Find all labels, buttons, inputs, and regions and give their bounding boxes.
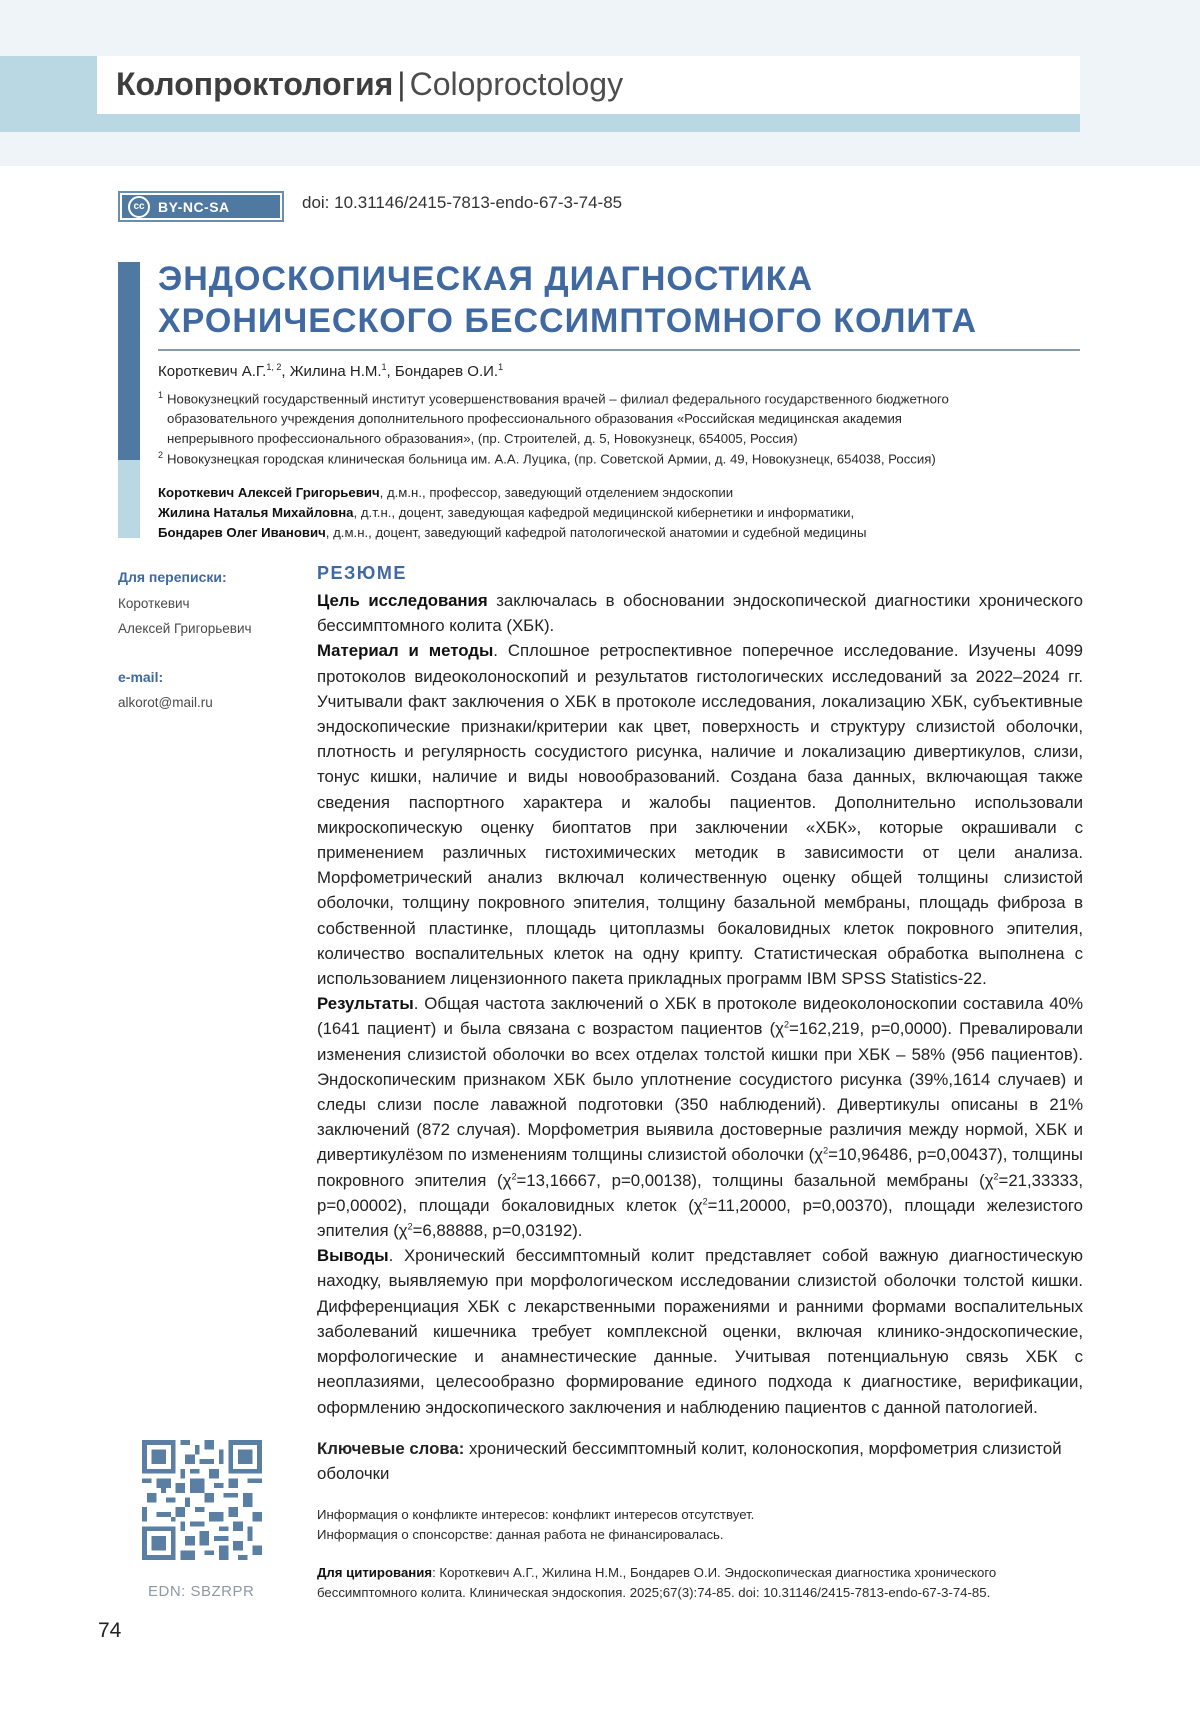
license-text: BY-NC-SA: [158, 198, 230, 215]
journal-name: [116, 62, 623, 106]
superscript: 2: [993, 1171, 999, 1182]
citation-label: Для цитирования: [317, 1565, 433, 1580]
superscript: 2: [702, 1196, 708, 1207]
keywords-label: Ключевые слова:: [317, 1439, 465, 1458]
affiliation-2: [158, 445, 1088, 469]
methods-text: . Сплошное ретроспективное поперечное исследование. Изучены 4099 протоколов видеоколоноскопий и результатов гистологических исследований за 2022–2024 гг. Учитывали факт заключения о ХБК в протоколе исследования, локализацию ХБК, субъективные эндоскопические признаки/критерии как цвет, поверхность и структуру слизистой оболочки, плотность и регулярность сосудистого рисунка, наличие и локализацию дивертикулов, слизи, тонус кишки, наличие и виды новообразований. Создана база данных, включающая также сведения паспортного характера и жалобы пациентов. Дополнительно использовали микроскопическую оценку биоптатов при заключении «ХБК», которые окрашивали с применением различных гистохимических методик в зависимости от цели анализа. Морфометрический анализ включал количественную оценку общей толщины слизистой оболочки, толщину покровного эпителия, толщину базальной мембраны, площадь фиброза в собственной пластинке, площадь цитоплазмы бокаловидных клеток покровного эпителия, количество воспалительных клеток на одну крипту. Статистическая обработка выполнена с использованием лицензионного пакета прикладных программ IBM SPSS Statistics-22.: [317, 641, 1083, 989]
results-text: =13,16667, p=0,00138), толщины базальной мембраны (χ: [516, 1170, 994, 1190]
bio-details: , д.т.н., доцент, заведующая кафедрой медицинской кибернетики и информатики,: [353, 505, 855, 520]
correspondence-name: [118, 591, 288, 641]
bio-details: , д.м.н., доцент, заведующий кафедрой патологической анатомии и судебной медицины: [325, 525, 867, 540]
aim-label: Цель исследования: [317, 591, 488, 610]
affiliation-text: непрерывного профессионального образования», (пр. Строителей, д. 5, Новокузнецк, 654005, Россия): [167, 431, 798, 447]
title-line-2: ХРОНИЧЕСКОГО БЕССИМПТОМНОГО КОЛИТА: [158, 302, 978, 340]
affiliation-number: 2: [158, 450, 164, 460]
journal-separator: |: [397, 66, 406, 102]
correspondence-name-line: Алексей Григорьевич: [118, 621, 252, 636]
author-name: Короткевич А.Г.: [158, 363, 267, 380]
qr-code-icon[interactable]: [142, 1440, 262, 1560]
conflict-note: Информация о конфликте интересов: конфликт интересов отсутствует.: [317, 1507, 755, 1522]
title-accent-bar-light: [118, 460, 140, 538]
title-divider: [158, 349, 1080, 351]
superscript: 2: [511, 1171, 517, 1182]
citation-text: : Короткевич А.Г., Жилина Н.М., Бондарев О.И. Эндоскопическая диагностика хронического бессимптомного колита. Клиническая эндоскопия. 2025;67(3):74-85. doi: 10.31146/2415-7813-endo-67-3-74-85.: [317, 1565, 997, 1600]
author-affil: 1: [381, 362, 387, 372]
author-affil: 1, 2: [266, 362, 282, 372]
abstract-results: [317, 991, 1083, 1243]
abstract-body: [317, 588, 1083, 1420]
edn-code: EDN: SBZRPR: [148, 1583, 255, 1600]
affiliation-number: 1: [158, 390, 164, 400]
methods-label: Материал и методы: [317, 641, 494, 661]
conclusions-text: . Хронический бессимптомный колит представляет собой важную диагностическую находку, выявляемую при морфологическом исследовании слизистой оболочки толстой кишки. Дифференциация ХБК с лекарственными поражениями и ранними формами воспалительных заболеваний кишечника требует комплексной оценки, включая клинико-эндоскопические, морфологические и анамнестические данные. Учитывая потенциальную связь ХБК с неоплазиями, целесообразно формирование единого подхода к диагностике, верификации, оформлению эндоскопического заключения и наблюдению пациентов с данной патологией.: [317, 1246, 1083, 1417]
results-text: =21,33333, p=0,00002), площади бокаловидных клеток (χ: [317, 1170, 1083, 1215]
affiliation-text: Новокузнецкая городская клиническая больница им. А.А. Луцика, (пр. Советской Армии, д. 49, Новокузнецк, 654038, Россия): [167, 451, 936, 467]
bio-name: Жилина Наталья Михайловна: [158, 505, 354, 520]
title-line-1: ЭНДОСКОПИЧЕСКАЯ ДИАГНОСТИКА: [158, 260, 814, 298]
author-name: Бондарев О.И.: [394, 363, 499, 380]
correspondence-label: Для переписки:: [118, 569, 227, 585]
results-text: =162,219, p=0,0000). Превалировали изменения слизистой оболочки во всех отделах толстой кишки при ХБК – 58% (956 пациентов). Эндоскопическим признаком ХБК было уплотнение сосудистого рисунка (39%,1614 случаев) и следы слизи после лаважной подготовки (350 наблюдений). Дивертикулы описаны в 21% заключений (872 случая). Морфометрия выявила достоверные различия между нормой, ХБК и дивертикулёзом по изменениям толщины слизистой оболочки (χ: [317, 1019, 1083, 1165]
bio-name: Бондарев Олег Иванович: [158, 525, 326, 540]
keywords: [317, 1436, 1083, 1486]
bio-line: [158, 523, 1088, 543]
affiliation-text: образовательного учреждения дополнительного профессионального образования «Российская медицинская академия: [167, 411, 902, 427]
bio-line: [158, 503, 1088, 523]
results-text: . Общая частота заключений о ХБК в протоколе видеоколоноскопии составила 40% (1641 пациент) и была связана с возрастом пациентов (χ: [317, 994, 1083, 1039]
author-bios: [158, 483, 1088, 543]
funding-note: Информация о спонсорстве: данная работа не финансировалась.: [317, 1527, 724, 1542]
superscript: 2: [783, 1019, 789, 1030]
conclusions-label: Выводы: [317, 1246, 389, 1266]
affiliation-text: Новокузнецкий государственный институт усовершенствования врачей – филиал федерального государственного бюджетного: [167, 391, 949, 407]
email-link[interactable]: alkorot@mail.ru: [118, 695, 213, 710]
author-list: Короткевич А.Г.$^{1, 2}$, Жилина Н.М.$^1$, Бондарев О.И.$^1$: [158, 362, 504, 380]
abstract-heading: РЕЗЮМЕ: [317, 563, 407, 583]
email-label: e-mail:: [118, 669, 164, 685]
results-text: =11,20000, p=0,00370), площади железистого эпителия (χ: [317, 1195, 1084, 1241]
bio-name: Короткевич Алексей Григорьевич: [158, 485, 380, 500]
citation: [317, 1563, 1087, 1603]
results-text: =10,96486, p=0,00437), толщины покровного эпителия (χ: [317, 1145, 1083, 1190]
journal-name-en: Coloproctology: [409, 66, 624, 102]
keywords-text: хронический бессимптомный колит, колоноскопия, морфометрия слизистой оболочки: [317, 1439, 1062, 1484]
abstract-aim: [317, 588, 1083, 638]
cc-license-icon: cc: [128, 196, 150, 218]
doi[interactable]: doi: 10.31146/2415-7813-endo-67-3-74-85: [302, 193, 623, 212]
disclosure-notes: [317, 1505, 1087, 1545]
author-name: Жилина Н.М.: [289, 363, 382, 380]
journal-name-ru: Колопроктология: [116, 66, 394, 102]
results-label: Результаты: [317, 994, 414, 1014]
superscript: 2: [407, 1221, 413, 1232]
results-text: =6,88888, p=0,03192).: [412, 1221, 583, 1241]
author-affil: 1: [498, 362, 504, 372]
correspondence-name-line: Короткевич: [118, 596, 190, 611]
affiliation-1: [158, 385, 1088, 449]
abstract-methods: [317, 638, 1083, 991]
bio-line: [158, 483, 1088, 503]
abstract-conclusions: [317, 1243, 1083, 1419]
aim-text: заключалась в обосновании эндоскопической диагностики хронического бессимптомного колита (ХБК).: [317, 591, 1083, 636]
article-title: [158, 258, 1078, 342]
license-badge[interactable]: [118, 191, 284, 222]
page-number: 74: [98, 1619, 122, 1642]
superscript: 2: [823, 1145, 829, 1156]
bio-details: , д.м.н., профессор, заведующий отделением эндоскопии: [379, 485, 734, 500]
